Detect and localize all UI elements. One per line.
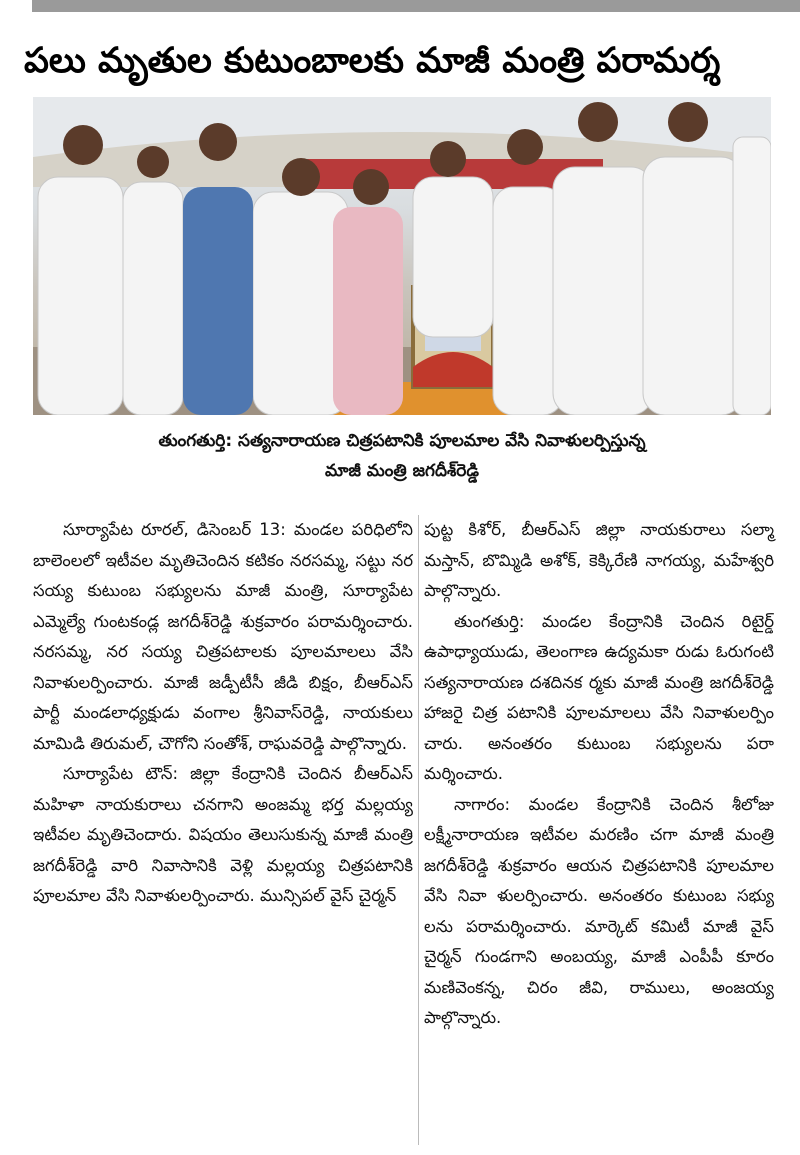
article-column-left — [33, 515, 413, 912]
photo-caption — [33, 426, 771, 486]
news-photo — [33, 97, 771, 415]
paragraph: సూర్యాపేట రూరల్‌, డిసెంబర్‌ 13: మండల పరిధిలోని బాలెంలలో ఇటీవల మృతిచెందిన కటికం నరసమ్మ, సట్టు నర సయ్య కుటుంబ సభ్యులను మాజీ మంత్రి, సూర్యాపేట ఎమ్మెల్యే గుంటకండ్ల జగదీశ్‌రెడ్డి శుక్రవారం పరామర్శించారు. నరసమ్మ, నర సయ్య చిత్రపటాలకు పూలమాలలు వేసి నివాళులర్పించారు. మాజీ జడ్పీటీసీ జీడి బిక్షం, బీఆర్‌ఎస్‌ పార్టీ మండలాధ్యక్షుడు వంగాల శ్రీనివాస్‌రెడ్డి, నాయకులు మామిడి తిరుమల్‌, చౌగోని సంతోశ్‌, రాఘవరెడ్డి పాల్గొన్నారు. — [33, 520, 413, 753]
paragraph: సూర్యాపేట టౌన్‌: జిల్లా కేంద్రానికి చెందిన బీఆర్‌ఎస్‌ మహిళా నాయకురాలు చనగాని అంజమ్మ భర్త మల్లయ్య ఇటీవల మృతిచెందారు. విషయం తెలుసుకున్న మాజీ మంత్రి జగదీశ్‌రెడ్డి వారి నివాసానికి వెళ్లి మల్లయ్య చిత్రపటానికి పూలమాల వేసి నివాళులర్పించారు. మున్సిపల్‌ వైస్‌ చైర్మన్‌ — [33, 764, 413, 905]
column-divider — [418, 515, 419, 1145]
paragraph: నాగారం: మండల కేంద్రానికి చెందిన శీలోజు లక్ష్మీనారాయణ ఇటీవల మరణిం చగా మాజీ మంత్రి జగదీశ్‌రెడ్డి శుక్రవారం ఆయన చిత్రపటానికి పూలమాల వేసి నివా ళులర్పించారు. అనంతరం కుటుంబ సభ్యు లను పరామర్శించారు. మార్కెట్‌ కమిటీ మాజీ వైస్‌ చైర్మన్‌ గుండగాని అంబయ్య, మాజీ ఎంపీపీ కూరం మణివెంకన్న, చిరం జీవి, రాములు, అంజయ్య పాల్గొన్నారు. — [424, 794, 774, 1027]
caption-line-2: మాజీ మంత్రి జగదీశ్‌రెడ్డి — [325, 461, 479, 481]
article-column-right — [424, 515, 774, 1034]
photo-icon — [33, 97, 771, 415]
paragraph: తుంగతుర్తి: మండల కేంద్రానికి చెందిన రిటైర్డ్‌ ఉపాధ్యాయుడు, తెలంగాణ ఉద్యమకా రుడు ఓరుగంటి సత్యనారాయణ దశదినక ర్మకు మాజీ మంత్రి జగదీశ్‌రెడ్డి హాజరై చిత్ర పటానికి పూలమాలలు వేసి నివాళులర్పిం చారు. అనంతరం కుటుంబ సభ్యులను పరా మర్శించారు. — [424, 611, 774, 783]
top-bar — [32, 0, 800, 12]
paragraph: పుట్ట కిశోర్‌, బీఆర్‌ఎస్‌ జిల్లా నాయకురాలు సల్మా మస్తాన్‌, బొమ్మిడి అశోక్‌, కెక్కిరేణి నాగయ్య, మహేశ్వరి పాల్గొన్నారు. — [424, 520, 774, 600]
page-title: పలు మృతుల కుటుంబాలకు మాజీ మంత్రి పరామర్శ — [24, 41, 721, 81]
caption-line-1: తుంగతుర్తి: సత్యనారాయణ చిత్రపటానికి పూలమాల వేసి నివాళులర్పిస్తున్న — [158, 431, 646, 451]
